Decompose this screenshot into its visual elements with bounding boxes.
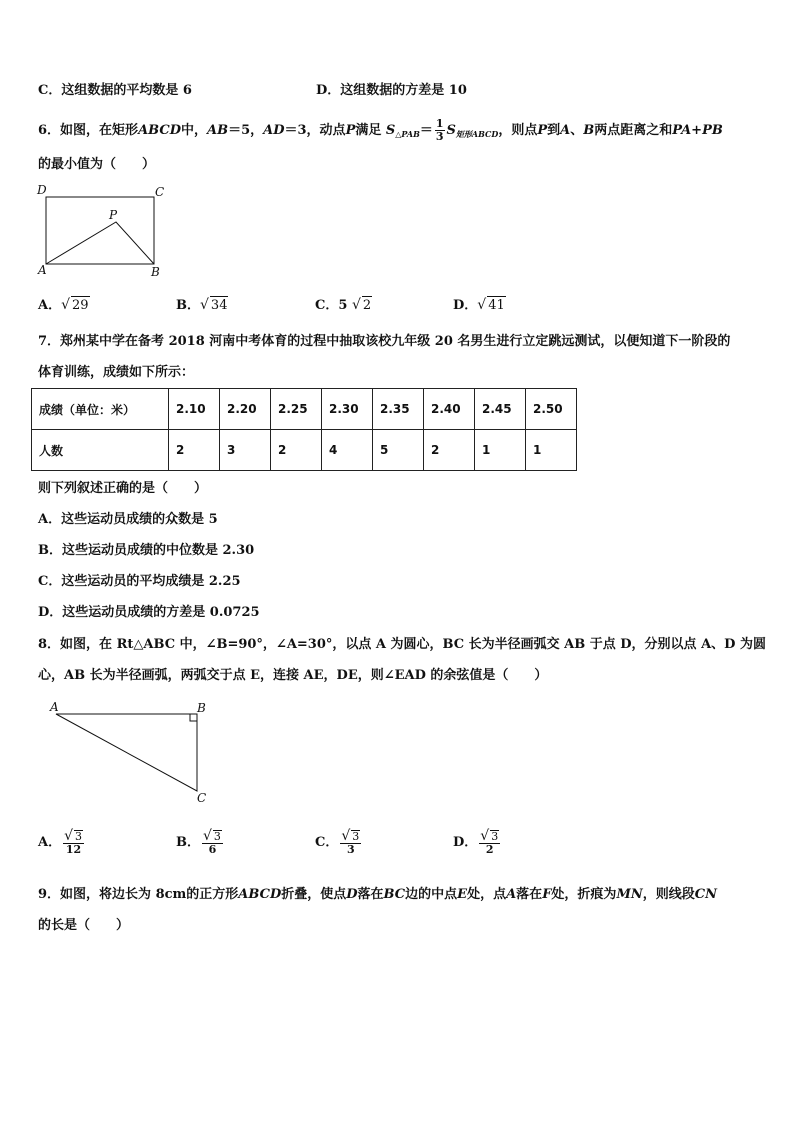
option-label: D． [453,835,478,850]
q6-option-d [453,296,506,315]
q7-option-d: D．这些运动员成绩的方差是 0.0725 [38,605,260,620]
fraction-numerator [202,830,223,844]
table-row [32,430,577,471]
option-label: B． [176,298,200,313]
table-cell: 2 [424,430,475,471]
q8-option-b [176,830,225,856]
q6-stem-line1 [38,118,723,143]
table-cell: 1 [475,430,526,471]
label-c: C [155,185,164,199]
q6-text: 两点距离之和 [594,123,673,138]
q6-text: 满足 [355,123,382,138]
q6-area-symbol: S [446,123,456,138]
q9-text: 边的中点 [405,887,458,902]
q7-question: 则下列叙述正确的是（ ） [38,481,208,496]
q6-point-a: A [560,123,571,138]
q6-option-c [315,296,372,315]
label-p: P [109,208,118,222]
radical-sign-icon: √ [61,297,71,313]
q5-option-d: D．这组数据的方差是 10 [316,83,467,98]
option-label: C． [315,298,339,313]
q9-text: 落在 [516,887,543,902]
q8-stem-line2: 心，AB 长为半径画弧，两弧交于点 E，连接 AE，DE，则∠EAD 的余弦值是（ ） [38,668,548,683]
q6-stem-line2: 的最小值为（ ） [38,157,156,172]
q6-number: 6． [38,123,61,138]
option-radicand: 3 [213,830,221,843]
q7-option-b: B．这些运动员成绩的中位数是 2.30 [38,543,255,558]
triangle-abc [56,714,197,791]
q9-square-name: ABCD [238,887,282,902]
q9-point-e: E [457,887,468,902]
option-fraction [63,830,84,856]
table-cell: 2.40 [424,389,475,430]
option-label: A． [38,835,62,850]
fraction-denominator: 2 [485,843,494,856]
q6-fraction-denominator: 3 [435,130,444,143]
q6-point-b: B [583,123,595,138]
fraction-denominator: 3 [346,843,355,856]
q6-segment-ab: AB [207,123,229,138]
fraction-denominator: 6 [208,843,217,856]
table-cell: 2.10 [169,389,220,430]
label-a: A [38,263,47,277]
q6-text: ＝3，动点 [284,123,346,138]
fraction-numerator [479,830,500,844]
q9-text: 处，折痕为 [551,887,617,902]
label-b: B [197,701,206,715]
q9-text: 处，点 [467,887,507,902]
segments-pa-pb [46,222,154,264]
q9-crease-mn: MN [616,887,643,902]
table-cell: 2.50 [526,389,577,430]
q8-option-c [315,830,363,856]
table-cell: 2.35 [373,389,424,430]
q7-option-c: C．这些运动员的平均成绩是 2.25 [38,574,241,589]
option-fraction [479,830,500,856]
q8-option-d [453,830,502,856]
q6-point-p: P [345,123,356,138]
table-header-score: 成绩（单位：米） [32,389,169,430]
q6-text: ＝5， [228,123,264,138]
q6-equals: ＝ [419,123,433,138]
radical-sign-icon: √ [64,828,74,844]
q6-rectangle-figure [34,182,164,278]
table-cell: 5 [373,430,424,471]
q6-area-symbol: S [385,123,396,138]
q9-point-d: D [346,887,358,902]
q7-option-a: A．这些运动员成绩的众数是 5 [38,512,218,527]
q6-rect-name: ABCD [138,123,181,138]
table-cell: 2.20 [220,389,271,430]
q8-option-a [38,830,86,856]
q6-text: 、 [570,123,584,138]
label-a: A [50,700,59,714]
q8-stem-line1: 8．如图，在 Rt△ABC 中，∠B=90°，∠A=30°，以点 A 为圆心，BC 长为半径画弧交 AB 于点 D，分别以点 A、D 为圆 [38,637,766,652]
radical-sign-icon: √ [203,828,212,844]
radical-sign-icon: √ [200,297,209,313]
table-cell: 2 [169,430,220,471]
q9-text: 落在 [357,887,384,902]
fraction-denominator: 12 [65,843,82,856]
q8-triangle-figure [44,700,219,808]
q9-stem-line1 [38,886,717,904]
q6-area-subscript: △PAB [395,129,420,139]
q6-fraction-numerator: 1 [435,117,444,130]
table-cell: 2 [271,430,322,471]
q9-segment-cn: CN [694,887,717,902]
fraction-numerator [63,830,84,844]
table-cell: 2.30 [322,389,373,430]
option-radicand: 41 [488,298,505,313]
label-b: B [151,265,160,278]
option-radicand: 34 [210,298,228,313]
q6-segment-ad: AD [263,123,285,138]
q5-option-c: C．这组数据的平均数是 6 [38,83,192,98]
table-row [32,389,577,430]
fraction-numerator [340,830,361,844]
q7-stem-line2: 体育训练，成绩如下所示： [38,365,195,380]
q6-text: 到 [547,123,561,138]
option-label: B． [176,835,200,850]
q9-text: ，则线段 [642,887,695,902]
q9-text: 9．如图，将边长为 8cm的正方形 [38,887,239,902]
table-cell: 3 [220,430,271,471]
option-radicand: 29 [72,298,89,313]
score-table [31,388,577,471]
table-header-count: 人数 [32,430,169,471]
q6-text: 中， [181,123,208,138]
radical-sign-icon: √ [341,828,351,844]
radical-sign-icon: √ [351,297,361,313]
q9-segment-bc: BC [383,887,406,902]
q6-option-a [38,296,90,315]
right-angle-mark-icon [190,714,197,721]
option-label: D． [453,298,478,313]
q6-text: ，则点 [498,123,538,138]
label-d: D [37,183,47,197]
q9-point-f: F [542,887,552,902]
table-cell: 1 [526,430,577,471]
q6-fraction [435,118,445,143]
option-coefficient: 5 [338,298,348,313]
q6-sum-expression: PA+PB [672,123,723,138]
q7-stem-line1: 7．郑州某中学在备考 2018 河南中考体育的过程中抽取该校九年级 20 名男生进行立定跳远测试，以便知道下一阶段的 [38,334,731,349]
option-radicand: 3 [75,830,83,843]
option-label: C． [315,835,339,850]
q9-point-a: A [506,887,517,902]
label-c: C [197,791,207,805]
option-fraction [340,830,361,856]
table-cell: 2.25 [271,389,322,430]
q6-text: 如图，在矩形 [60,123,139,138]
table-cell: 4 [322,430,373,471]
table-cell: 2.45 [475,389,526,430]
option-label: A． [38,298,62,313]
q6-point-p: P [537,123,548,138]
option-radicand: 2 [362,298,372,313]
radical-sign-icon: √ [480,828,490,844]
q9-stem-line2: 的长是（ ） [38,918,130,933]
q9-text: 折叠，使点 [281,887,347,902]
option-fraction [202,830,223,856]
option-radicand: 3 [491,830,499,843]
option-radicand: 3 [352,830,360,843]
q6-option-b [176,296,228,315]
q6-area-subscript: 矩形ABCD [455,129,499,139]
radical-sign-icon: √ [477,297,487,313]
